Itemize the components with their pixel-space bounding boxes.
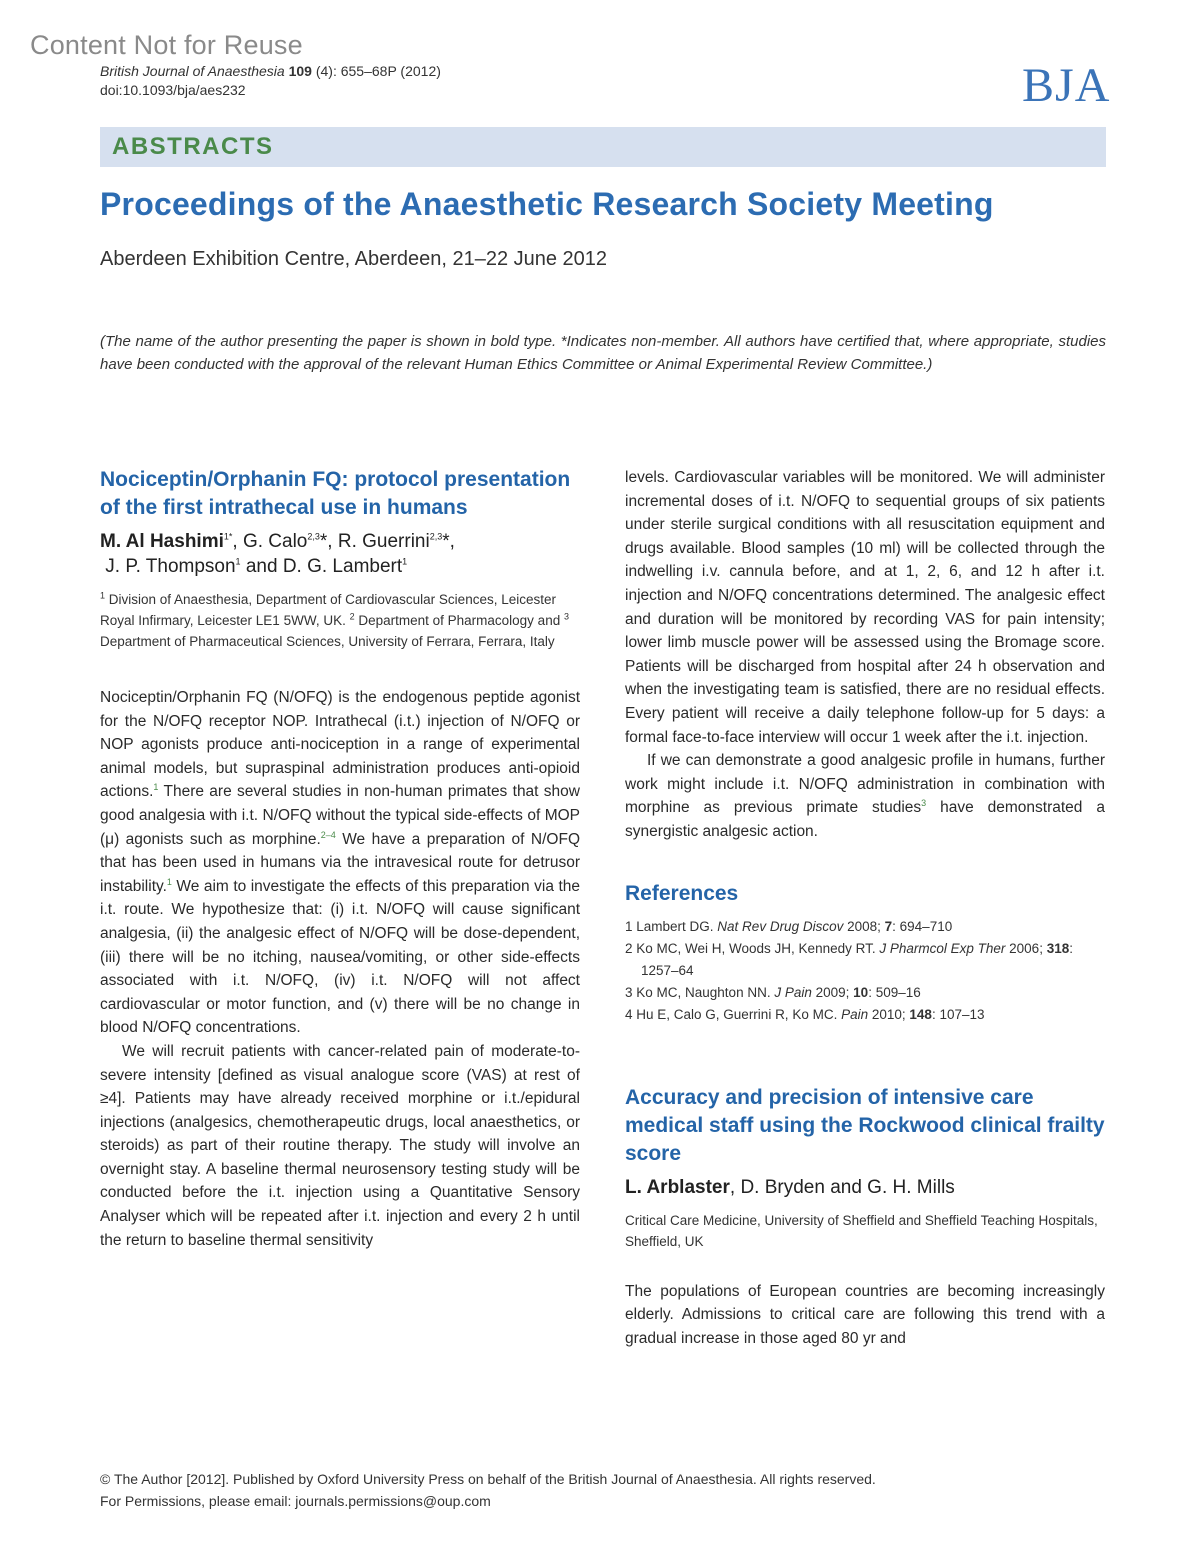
ref-authors: Lambert DG. bbox=[636, 918, 718, 934]
copyright-notice: © The Author [2012]. Published by Oxford University Press on behalf of the British Journal of Anaesthesia. All rights reserved. bbox=[100, 1471, 876, 1487]
abstract-1-paragraph-3 bbox=[625, 749, 1105, 843]
journal-citation bbox=[100, 62, 441, 81]
ref-year: 2006; bbox=[1005, 940, 1047, 956]
abstract-1-affiliations bbox=[100, 589, 580, 652]
ref-authors: Hu E, Calo G, Guerrini R, Ko MC. bbox=[636, 1006, 842, 1022]
affil-sup: 1 bbox=[100, 590, 106, 601]
abstract-1-title: Nociceptin/Orphanin FQ: protocol presentation of the first intrathecal use in humans bbox=[100, 468, 571, 519]
ref-volume: 148 bbox=[909, 1006, 932, 1022]
paragraph-text: We have a preparation of N/OFQ that has been used in humans via the intravesical route for detrusor instability. bbox=[100, 830, 580, 895]
abstract-2-title: Accuracy and precision of intensive care medical staff using the Rockwood clinical frailty score bbox=[625, 1085, 1105, 1165]
ref-num: 4 bbox=[625, 1006, 637, 1022]
journal-name: British Journal of Anaesthesia bbox=[100, 63, 285, 79]
paragraph-text: have demonstrated a synergistic analgesic action. bbox=[625, 799, 1105, 840]
affil-text: Department of Pharmacology and bbox=[354, 613, 564, 628]
paragraph-text: There are several studies in non-human primates that show good analgesia with i.t. N/OFQ without the typical side-effects of MOP (μ) agonists such as morphine. bbox=[100, 783, 580, 848]
ref-pages: : 694–710 bbox=[892, 918, 953, 934]
journal-reference bbox=[100, 62, 441, 100]
ref-volume: 10 bbox=[853, 984, 869, 1000]
author-sup: 1* bbox=[223, 531, 233, 542]
presenting-author: L. Arblaster bbox=[625, 1176, 730, 1198]
ref-journal: J Pain bbox=[774, 984, 812, 1000]
ref-pages: : 107–13 bbox=[931, 1006, 985, 1022]
affil-text: Department of Pharmaceutical Sciences, University of Ferrara, Ferrara, Italy bbox=[100, 634, 555, 649]
affil-sup: 2 bbox=[349, 611, 355, 622]
abstract-2-authors bbox=[625, 1175, 1105, 1200]
permissions-notice: For Permissions, please email: journals.permissions@oup.com bbox=[100, 1493, 491, 1509]
citation: 1 bbox=[153, 782, 159, 793]
page-footer bbox=[100, 1468, 876, 1512]
ref-year: 2008; bbox=[843, 918, 885, 934]
affil-text: Division of Anaesthesia, Department of Cardiovascular Sciences, Leicester Royal Infirmary, Leicester LE1 5WW, UK. bbox=[100, 592, 556, 628]
reference-item bbox=[625, 1004, 1105, 1026]
ref-journal: Nat Rev Drug Discov bbox=[717, 918, 844, 934]
journal-volume: 109 bbox=[288, 63, 312, 79]
reference-item bbox=[625, 982, 1105, 1004]
abstract-1-authors bbox=[100, 529, 580, 579]
ref-year: 2010; bbox=[868, 1006, 910, 1022]
ref-volume: 318 bbox=[1046, 940, 1070, 956]
ref-pages: : 509–16 bbox=[868, 984, 921, 1000]
author: , G. Calo bbox=[232, 531, 308, 552]
author-sup: 1 bbox=[235, 556, 241, 567]
author-sup: 2,3 bbox=[429, 531, 443, 542]
references-list bbox=[625, 916, 1105, 1026]
references-heading: References bbox=[625, 881, 739, 905]
ref-pages: : 1257–64 bbox=[641, 940, 1073, 978]
abstract-1-paragraph-1 bbox=[100, 686, 580, 1040]
citation: 3 bbox=[921, 798, 927, 809]
venue: Aberdeen Exhibition Centre, Aberdeen, 21–22 June 2012 bbox=[100, 248, 608, 270]
citation: 1 bbox=[166, 876, 172, 887]
left-column bbox=[100, 466, 580, 1252]
section-label: ABSTRACTS bbox=[112, 133, 274, 160]
journal-issue-pages: (4): 655–68P (2012) bbox=[311, 63, 441, 79]
ref-year: 2009; bbox=[811, 984, 854, 1000]
page-title: Proceedings of the Anaesthetic Research Society Meeting bbox=[100, 186, 994, 222]
ref-num: 2 bbox=[625, 940, 637, 956]
citation: 2–4 bbox=[320, 829, 336, 840]
author-suffix: *, bbox=[442, 531, 455, 552]
reference-item bbox=[625, 916, 1105, 938]
abstract-2-affiliation: Critical Care Medicine, University of Sheffield and Sheffield Teaching Hospitals, Sheffield, UK bbox=[625, 1212, 1098, 1249]
author: and D. G. Lambert bbox=[240, 556, 403, 577]
author-note: (The name of the author presenting the paper is shown in bold type. *Indicates non-member. All authors have certified that, where appropriate, studies have been conducted with the approval of the relevant Human Ethics Committee or Animal Experimental Review Committee.) bbox=[100, 333, 1106, 373]
reference-item bbox=[625, 938, 1105, 982]
abstract-1-paragraph-2: We will recruit patients with cancer-related pain of moderate-to-severe intensity [defined as visual analogue score (VAS) at rest of ≥4]. Patients may have already received morphine or i.t./epidural injections (analgesics, chemotherapeutic drugs, local anaesthetics, or steroids) as part of their routine therapy. The study will involve an overnight stay. A baseline thermal neurosensory testing study will be conducted before the i.t. injection using a Quantitative Sensory Analyser which will be repeated after i.t. injection and every 2 h until the return to baseline thermal sensitivity bbox=[100, 1042, 580, 1249]
paragraph-text: If we can demonstrate a good analgesic profile in humans, further work might include i.t. N/OFQ administration in combination with morphine as previous primate studies bbox=[625, 752, 1105, 817]
ref-num: 3 bbox=[625, 984, 637, 1000]
ref-journal: Pain bbox=[841, 1006, 869, 1022]
ref-authors: Ko MC, Naughton NN. bbox=[636, 984, 775, 1000]
author-sup: 1 bbox=[402, 556, 408, 567]
ref-journal: J Pharmcol Exp Ther bbox=[879, 940, 1006, 956]
author-sup: 2,3 bbox=[307, 531, 320, 542]
author-suffix: * bbox=[319, 531, 328, 552]
ref-volume: 7 bbox=[884, 918, 893, 934]
bja-logo: BJA bbox=[1022, 59, 1111, 112]
paragraph-text: We aim to investigate the effects of this preparation via the i.t. route. We hypothesize that: (i) i.t. N/OFQ will cause significant analgesia, (ii) the analgesic effect of N/OFQ will be dose-dependent, (iii) there will be no itching, nausea/vomiting, or other side-effects associated with i.t. N/OFQ, (iv) i.t. N/OFQ will not affect cardiovascular or motor function, and (v) there will be no change in blood N/OFQ concentrations. bbox=[100, 877, 580, 1037]
abstract-2-paragraph-1: The populations of European countries are becoming increasingly elderly. Admissions to critical care are following this trend with a gradual increase in those aged 80 yr and bbox=[625, 1282, 1105, 1347]
journal-doi: doi:10.1093/bja/aes232 bbox=[100, 82, 246, 98]
presenting-author: M. Al Hashimi bbox=[100, 531, 224, 552]
ref-authors: Ko MC, Wei H, Woods JH, Kennedy RT. bbox=[636, 940, 880, 956]
watermark: Content Not for Reuse bbox=[30, 30, 303, 60]
paragraph-text: Nociceptin/Orphanin FQ (N/OFQ) is the endogenous peptide agonist for the N/OFQ receptor NOP. Intrathecal (i.t.) injection of N/OFQ or NOP agonists produce anti-nociception in a range of experimental animal models, but supraspinal administration produces anti-opioid actions. bbox=[100, 689, 580, 801]
abstract-1-paragraph-2-cont: levels. Cardiovascular variables will be monitored. We will administer incremental doses of i.t. N/OFQ to sequential groups of six patients under sterile surgical conditions with all resuscitation equipment and drugs available. Blood samples (10 ml) will be collected through the indwelling i.v. cannula before, and at 1, 2, 6, and 12 h after i.t. injection and N/OFQ concentrations determined. The analgesic effect and duration will be monitored by recording VAS for pain intensity; lower limb muscle power will be assessed using the Bromage score. Patients will be discharged from hospital after 24 h observation and when the investigating team is satisfied, there are no residual effects. Every patient will receive a daily telephone follow-up for 5 days: a formal face-to-face interview will occur 1 week after the i.t. injection. bbox=[625, 469, 1105, 746]
ref-num: 1 bbox=[625, 918, 637, 934]
author: J. P. Thompson bbox=[105, 556, 236, 577]
section-banner bbox=[100, 127, 1106, 167]
right-column bbox=[625, 466, 1105, 1350]
affil-sup: 3 bbox=[563, 611, 569, 622]
author: , R. Guerrini bbox=[327, 531, 430, 552]
author: , D. Bryden and G. H. Mills bbox=[729, 1176, 955, 1198]
